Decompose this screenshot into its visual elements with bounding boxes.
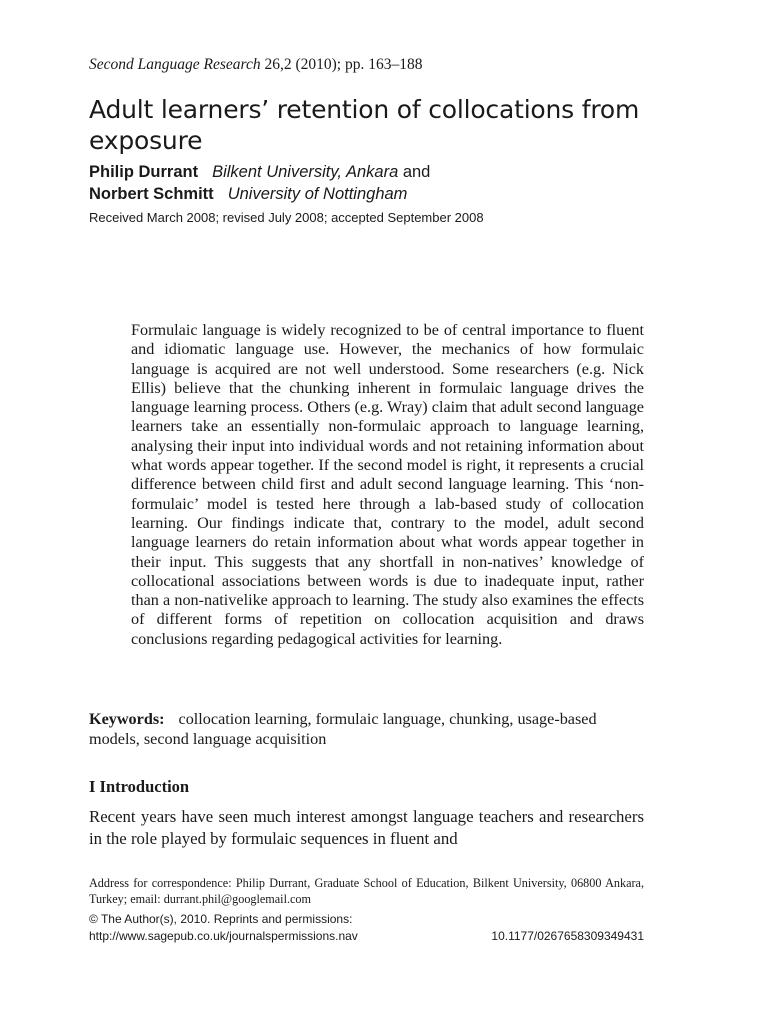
author-name: Philip Durrant	[89, 163, 199, 181]
keywords-label: Keywords:	[89, 710, 165, 728]
permissions-link[interactable]: http://www.sagepub.co.uk/journalspermissions.nav	[89, 929, 358, 943]
journal-volume-pages: 26,2 (2010); pp. 163–188	[260, 56, 423, 73]
article-title: Adult learners’ retention of collocations from exposure	[89, 95, 640, 155]
introduction-text: Recent years have seen much interest amongst language teachers and researchers in the role played by formulaic sequences in fluent and	[89, 807, 644, 848]
abstract: Formulaic language is widely recognized to be of central importance to fluent and idiomatic language use. However, the mechanics of how formulaic language is acquired are not well understood. Some researchers (e.g. Nick Ellis) believe that the chunking inherent in formulaic language drives the language learning process. Others (e.g. Wray) claim that adult second language learners take an essentially non-formulaic approach to language learning, analysing their input into individual words and not retaining information about what words appear together. If the second model is right, it represents a crucial difference between child first and adult second language learning. This ‘non-formulaic’ model is tested here through a lab-based study of collocation learning. Our findings indicate that, contrary to the model, adult second language learners do retain information about what words appear together in their input. This suggests that any shortfall in non-natives’ knowledge of collocational associations between words is due to inadequate input, rather than a non-nativelike approach to learning. The study also examines the effects of different forms of repetition on collocation acquisition and draws conclusions regarding pedagogical activities for learning.	[131, 321, 644, 648]
journal-citation	[89, 56, 423, 74]
keywords	[89, 709, 649, 749]
copyright-block	[89, 911, 644, 945]
doi: 10.1177/0267658309349431	[491, 929, 644, 943]
received-dates: Received March 2008; revised July 2008; accepted September 2008	[89, 210, 484, 225]
author-name: Norbert Schmitt	[89, 185, 214, 203]
section-heading: I Introduction	[89, 777, 190, 796]
author-line	[89, 183, 430, 205]
author-list	[89, 161, 430, 205]
author-conjunction: and	[398, 163, 431, 181]
keywords-text: collocation learning, formulaic language, chunking, usage-based models, second language acquisition	[89, 710, 597, 748]
journal-name: Second Language Research	[89, 56, 261, 73]
correspondence-address: Address for correspondence: Philip Durrant, Graduate School of Education, Bilkent University, 06800 Ankara, Turkey; email: durrant.phil@googlemail.com	[89, 876, 644, 906]
author-affiliation: Bilkent University, Ankara	[212, 163, 399, 181]
author-affiliation: University of Nottingham	[227, 185, 408, 203]
author-line	[89, 161, 430, 183]
copyright-text: © The Author(s), 2010. Reprints and permissions:	[89, 912, 353, 926]
